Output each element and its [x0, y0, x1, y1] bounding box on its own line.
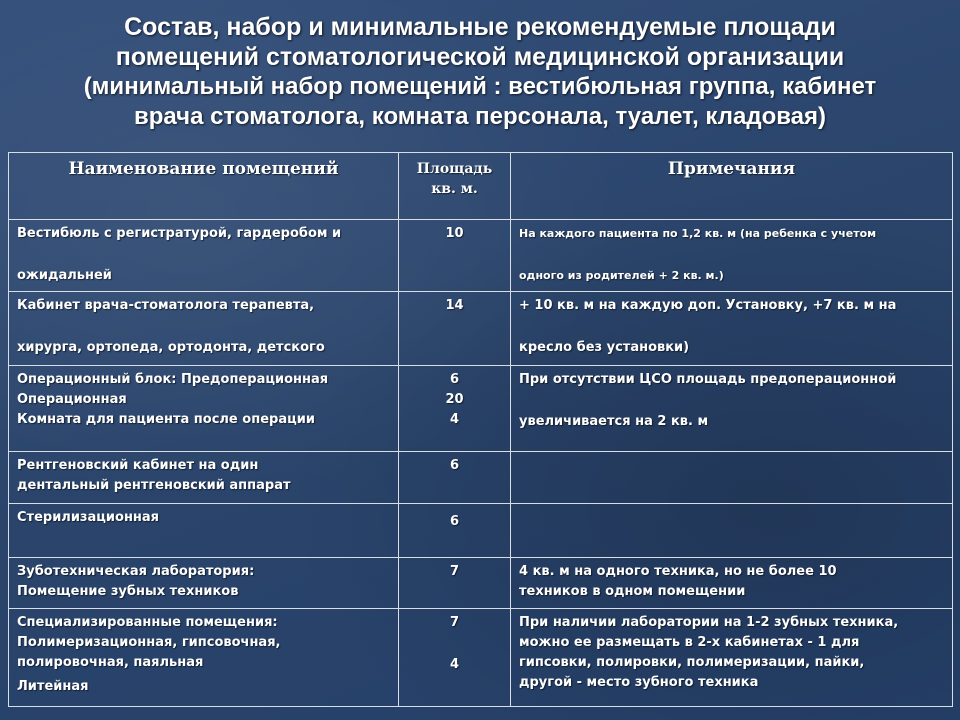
area-value: 6 — [449, 514, 460, 529]
area-value: 14 — [445, 298, 464, 313]
table-row — [9, 504, 953, 558]
room-name-cell — [9, 558, 399, 609]
note-line: можно ее размещать в 2-х кабинетах - 1 для — [519, 635, 860, 650]
note-line: На каждого пациента по 1,2 кв. м (на ребенка с учетом — [519, 227, 877, 240]
room-name-line: Комната для пациента после операции — [17, 412, 315, 427]
rooms-table — [8, 152, 953, 707]
title-line-4: врача стоматолога, комната персонала, туалет, кладовая) — [133, 103, 827, 130]
area-cell — [399, 292, 511, 366]
header-area-line-1: Площадь — [416, 161, 493, 177]
area-value: 7 — [449, 615, 460, 630]
area-value: 4 — [449, 657, 460, 672]
room-name-cell — [9, 220, 399, 292]
header-area-line-2: кв. м. — [431, 181, 478, 197]
area-cell — [399, 220, 511, 292]
header-area — [399, 153, 511, 220]
note-line: одного из родителей + 2 кв. м.) — [519, 269, 724, 282]
area-value: 10 — [445, 226, 464, 241]
notes-cell — [511, 366, 953, 452]
area-value: 6 — [449, 458, 460, 473]
room-name-line: Операционный блок: Предоперационная — [17, 372, 329, 387]
room-name-line: Вестибюль с регистратурой, гардеробом и — [17, 226, 342, 241]
room-name-cell — [9, 504, 399, 558]
note-line: 4 кв. м на одного техника, но не более 10 — [519, 564, 837, 579]
room-name-cell — [9, 292, 399, 366]
area-value: 4 — [449, 412, 460, 427]
area-cell — [399, 452, 511, 504]
room-name-cell — [9, 366, 399, 452]
header-name: Наименование помещений — [9, 153, 399, 220]
table-row — [9, 292, 953, 366]
title-line-3: (минимальный набор помещений : вестибюльная группа, кабинет — [83, 73, 877, 100]
room-name-line: Зуботехническая лаборатория: — [17, 564, 255, 579]
table-row — [9, 558, 953, 609]
area-cell — [399, 558, 511, 609]
room-name-line: ожидальней — [17, 268, 112, 283]
room-name-line: Операционная — [17, 392, 127, 407]
room-name-line: Стерилизационная — [17, 510, 160, 525]
room-name-cell — [9, 609, 399, 707]
note-line: увеличивается на 2 кв. м — [519, 414, 709, 429]
room-name-cell — [9, 452, 399, 504]
notes-cell — [511, 292, 953, 366]
note-line: техников в одном помещении — [519, 584, 746, 599]
table-row — [9, 220, 953, 292]
header-notes: Примечания — [511, 153, 953, 220]
table-row — [9, 609, 953, 707]
area-cell — [399, 504, 511, 558]
note-line: При наличии лаборатории на 1-2 зубных техника, — [519, 615, 899, 630]
title-line-1: Состав, набор и минимальные рекомендуемые площади — [124, 13, 836, 41]
room-name-line: Помещение зубных техников — [17, 584, 239, 599]
note-line: При отсутствии ЦСО площадь предоперационной — [519, 372, 897, 387]
table-header-row — [9, 153, 953, 220]
room-name-line: Полимеризационная, гипсовочная, — [17, 635, 281, 650]
area-value: 6 — [449, 372, 460, 387]
notes-cell — [511, 609, 953, 707]
note-line: кресло без установки) — [519, 340, 690, 355]
notes-cell — [511, 452, 953, 504]
table-row — [9, 366, 953, 452]
notes-cell — [511, 504, 953, 558]
room-name-line: дентальный рентгеновский аппарат — [17, 478, 291, 493]
area-cell — [399, 609, 511, 707]
note-line: + 10 кв. м на каждую доп. Установку, +7 кв. м на — [519, 298, 897, 313]
note-line: гипсовки, полировки, полимеризации, пайки, — [519, 655, 865, 670]
room-name-line: хирурга, ортопеда, ортодонта, детского — [17, 340, 325, 355]
slide-title — [0, 12, 960, 132]
room-name-line: Кабинет врача-стоматолога терапевта, — [17, 298, 315, 313]
table-row — [9, 452, 953, 504]
area-value: 7 — [449, 564, 460, 579]
note-line: другой - место зубного техника — [519, 675, 759, 690]
room-name-line: полировочная, паяльная — [17, 655, 204, 670]
room-name-line: Литейная — [17, 679, 89, 694]
area-cell — [399, 366, 511, 452]
notes-cell — [511, 220, 953, 292]
area-value: 20 — [445, 392, 464, 407]
room-name-line: Специализированные помещения: — [17, 615, 278, 630]
notes-cell — [511, 558, 953, 609]
room-name-line: Рентгеновский кабинет на один — [17, 458, 259, 473]
title-line-2: помещений стоматологической медицинской организации — [115, 43, 845, 71]
